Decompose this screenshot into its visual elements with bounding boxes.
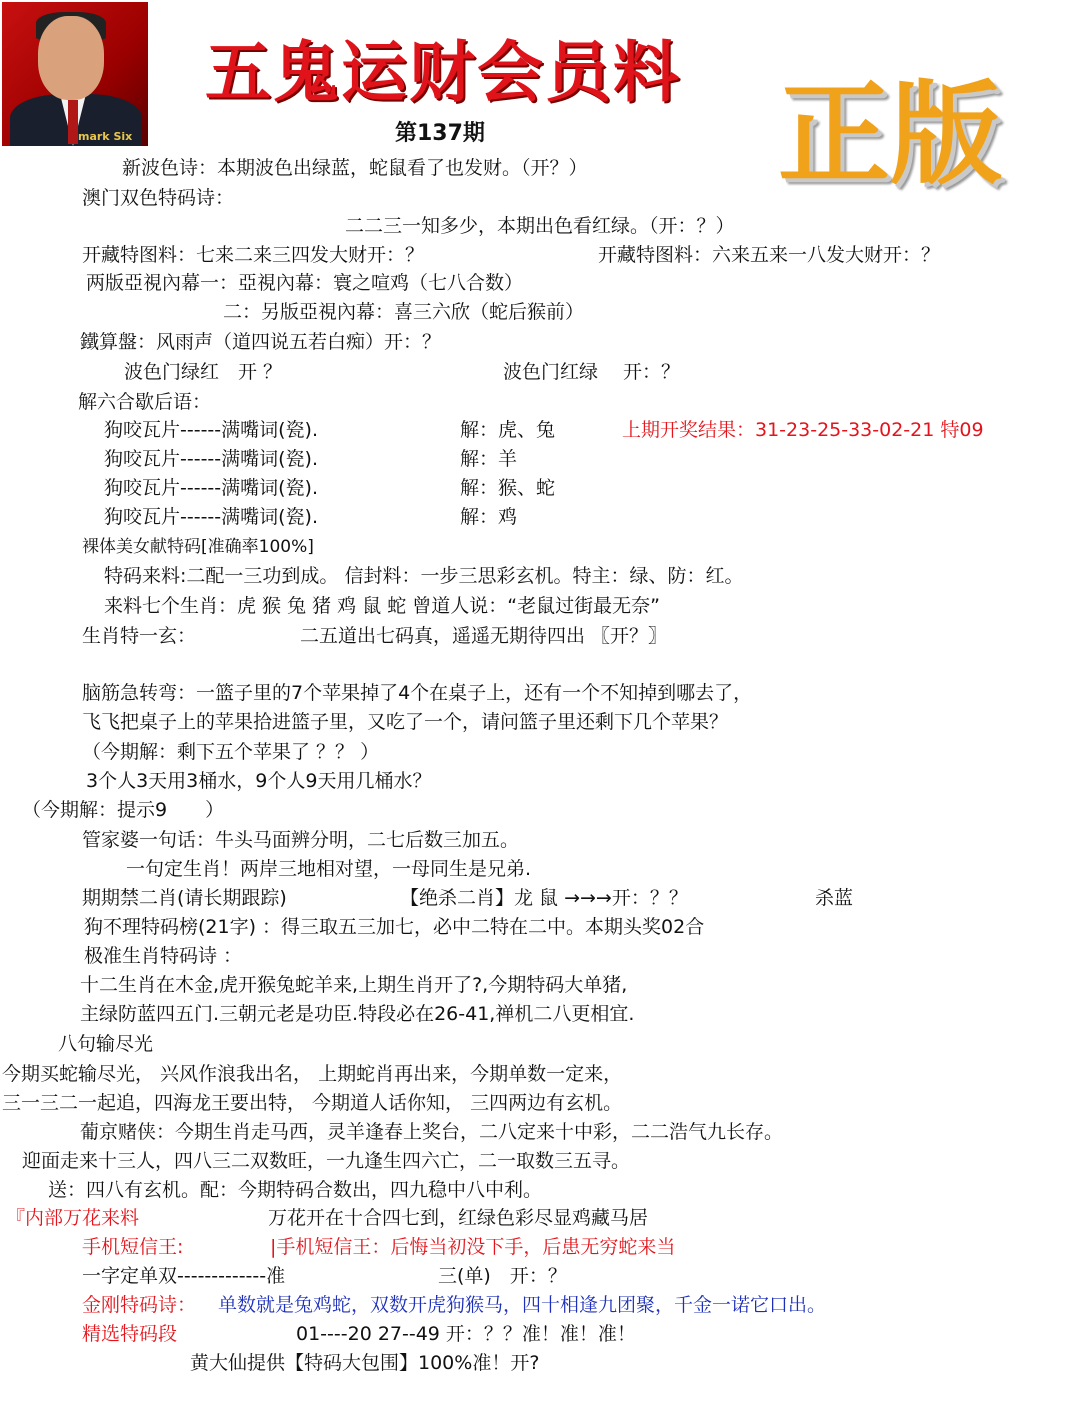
- text-line: 杀蓝: [815, 887, 854, 909]
- portrait-watermark: mark Six: [78, 130, 133, 143]
- text-line: 手机短信王:: [82, 1236, 184, 1258]
- text-line: 三一三二一起追，四海龙王要出特， 今期道人话你知， 三四两边有玄机。: [2, 1092, 623, 1114]
- riddle-line: 狗咬瓦片------满嘴词(瓷).: [104, 506, 319, 528]
- text-line: 来料七个生肖：虎 猴 兔 猪 鸡 鼠 蛇 曾道人说：“老鼠过街最无奈”: [104, 595, 660, 617]
- text-line: 精选特码段: [82, 1323, 178, 1345]
- text-line: 二：另版亞視內幕：喜三六欣（蛇后猴前）: [223, 301, 585, 323]
- text-line: 开藏特图料：七来二来三四发大财开：？: [82, 244, 425, 266]
- text-line: 裸体美女献特码[准确率100%]: [82, 537, 314, 557]
- text-line: 万花开在十合四七到，红绿色彩尽显鸡藏马居: [268, 1207, 649, 1229]
- text-line: 飞飞把桌子上的苹果拾进篮子里，又吃了一个，请问篮子里还剩下几个苹果？: [82, 711, 729, 733]
- riddle-answer: 解：虎、兔: [460, 419, 556, 441]
- text-line: 一句定生肖！两岸三地相对望，一母同生是兄弟.: [126, 858, 532, 880]
- text-line: 主绿防蓝四五门.三朝元老是功臣.特段必在26-41,禅机二八更相宜.: [80, 1003, 635, 1025]
- text-line: 今期买蛇输尽光， 兴风作浪我出名， 上期蛇肖再出来，今期单数一定来，: [2, 1063, 623, 1085]
- text-line: 二五道出七码真，遥遥无期待四出 〖开？〗: [300, 625, 668, 647]
- page-title: 五鬼运财会员料: [205, 33, 681, 111]
- riddle-line: 狗咬瓦片------满嘴词(瓷).: [104, 419, 319, 441]
- text-line: |手机短信王：后悔当初没下手，后患无穷蛇来当: [270, 1236, 676, 1258]
- genuine-badge: 正版: [778, 69, 1002, 200]
- text-line: 一字定单双-------------准: [82, 1265, 286, 1287]
- riddle-line: 狗咬瓦片------满嘴词(瓷).: [104, 448, 319, 470]
- text-line: 送：四八有玄机。配：今期特码合数出，四九稳中八中利。: [48, 1179, 543, 1201]
- text-line: 期期禁二肖(请长期跟踪): [82, 887, 287, 909]
- text-line: （今期解：提示9 ）: [22, 799, 225, 821]
- text-line: （今期解：剩下五个苹果了 ？？ ）: [82, 741, 380, 763]
- text-line: 新波色诗：本期波色出绿蓝，蛇鼠看了也发财。（开？）: [122, 157, 588, 179]
- text-line: 开藏特图料：六来五来一八发大财开：？: [598, 244, 941, 266]
- text-line: 波色门绿红 开 ？: [124, 361, 283, 383]
- text-line: 01----20 27--49 开：？？准！准！准！: [296, 1323, 636, 1345]
- text-line: 鐵算盤：风雨声（道四说五若白痴）开：？: [80, 331, 442, 353]
- text-line: 波色门红绿 开：？: [503, 361, 681, 383]
- issue-number: 第137期: [395, 121, 485, 146]
- text-line: 十二生肖在木金,虎开猴兔蛇羊来,上期生肖开了?,今期特码大单猪,: [80, 974, 628, 996]
- last-draw-result: 上期开奖结果：31-23-25-33-02-21 特09: [622, 419, 984, 441]
- text-line: 极准生肖特码诗 ：: [84, 945, 243, 967]
- text-line: 迎面走来十三人，四八三二双数旺，一九逢生四六亡，二一取数三五寻。: [22, 1150, 631, 1172]
- text-line: 单数就是兔鸡蛇，双数开虎狗猴马，四十相逢九团聚，千金一诺它口出。: [218, 1294, 827, 1316]
- text-line: 解六合歇后语：: [78, 391, 212, 413]
- text-line: 八句输尽光: [58, 1033, 154, 1055]
- text-line: 狗不理特码榜(21字) ：得三取五三加七，必中二特在二中。本期头奖02合: [84, 916, 705, 938]
- text-line: 两版亞視內幕一：亞視內幕：寰之喧鸡（七八合数）: [86, 272, 524, 294]
- riddle-answer: 解：羊: [460, 448, 518, 470]
- text-line: 澳门双色特码诗：: [82, 187, 235, 209]
- text-line: 葡京赌侠：今期生肖走马西，灵羊逢春上奖台，二八定来十中彩，二二浩气九长存。: [80, 1121, 784, 1143]
- text-line: 金刚特码诗：: [82, 1294, 197, 1316]
- text-line: 三(单) 开：？: [438, 1265, 567, 1287]
- text-line: 管家婆一句话：牛头马面辨分明，二七后数三加五。: [82, 829, 520, 851]
- riddle-line: 狗咬瓦片------满嘴词(瓷).: [104, 477, 319, 499]
- text-line: 二二三一知多少，本期出色看红绿。（开：？）: [345, 215, 735, 237]
- text-line: 3个人3天用3桶水，9个人9天用几桶水？: [86, 770, 432, 792]
- portrait-photo: [2, 2, 148, 146]
- riddle-answer: 解：鸡: [460, 506, 518, 528]
- text-line: 脑筋急转弯：一篮子里的7个苹果掉了4个在桌子上，还有一个不知掉到哪去了，: [82, 682, 753, 704]
- riddle-answer: 解：猴、蛇: [460, 477, 556, 499]
- text-line: 特码来料:二配一三功到成。 信封料：一步三思彩玄机。特主：绿、防：红。: [104, 565, 744, 587]
- text-line: 【绝杀二肖】龙 鼠 →→→开：？？: [400, 887, 688, 909]
- text-line: 黄大仙提供【特码大包围】100%准！开?: [190, 1352, 540, 1374]
- text-line: 『内部万花来料: [6, 1207, 140, 1229]
- text-line: 生肖特一玄：: [82, 625, 197, 647]
